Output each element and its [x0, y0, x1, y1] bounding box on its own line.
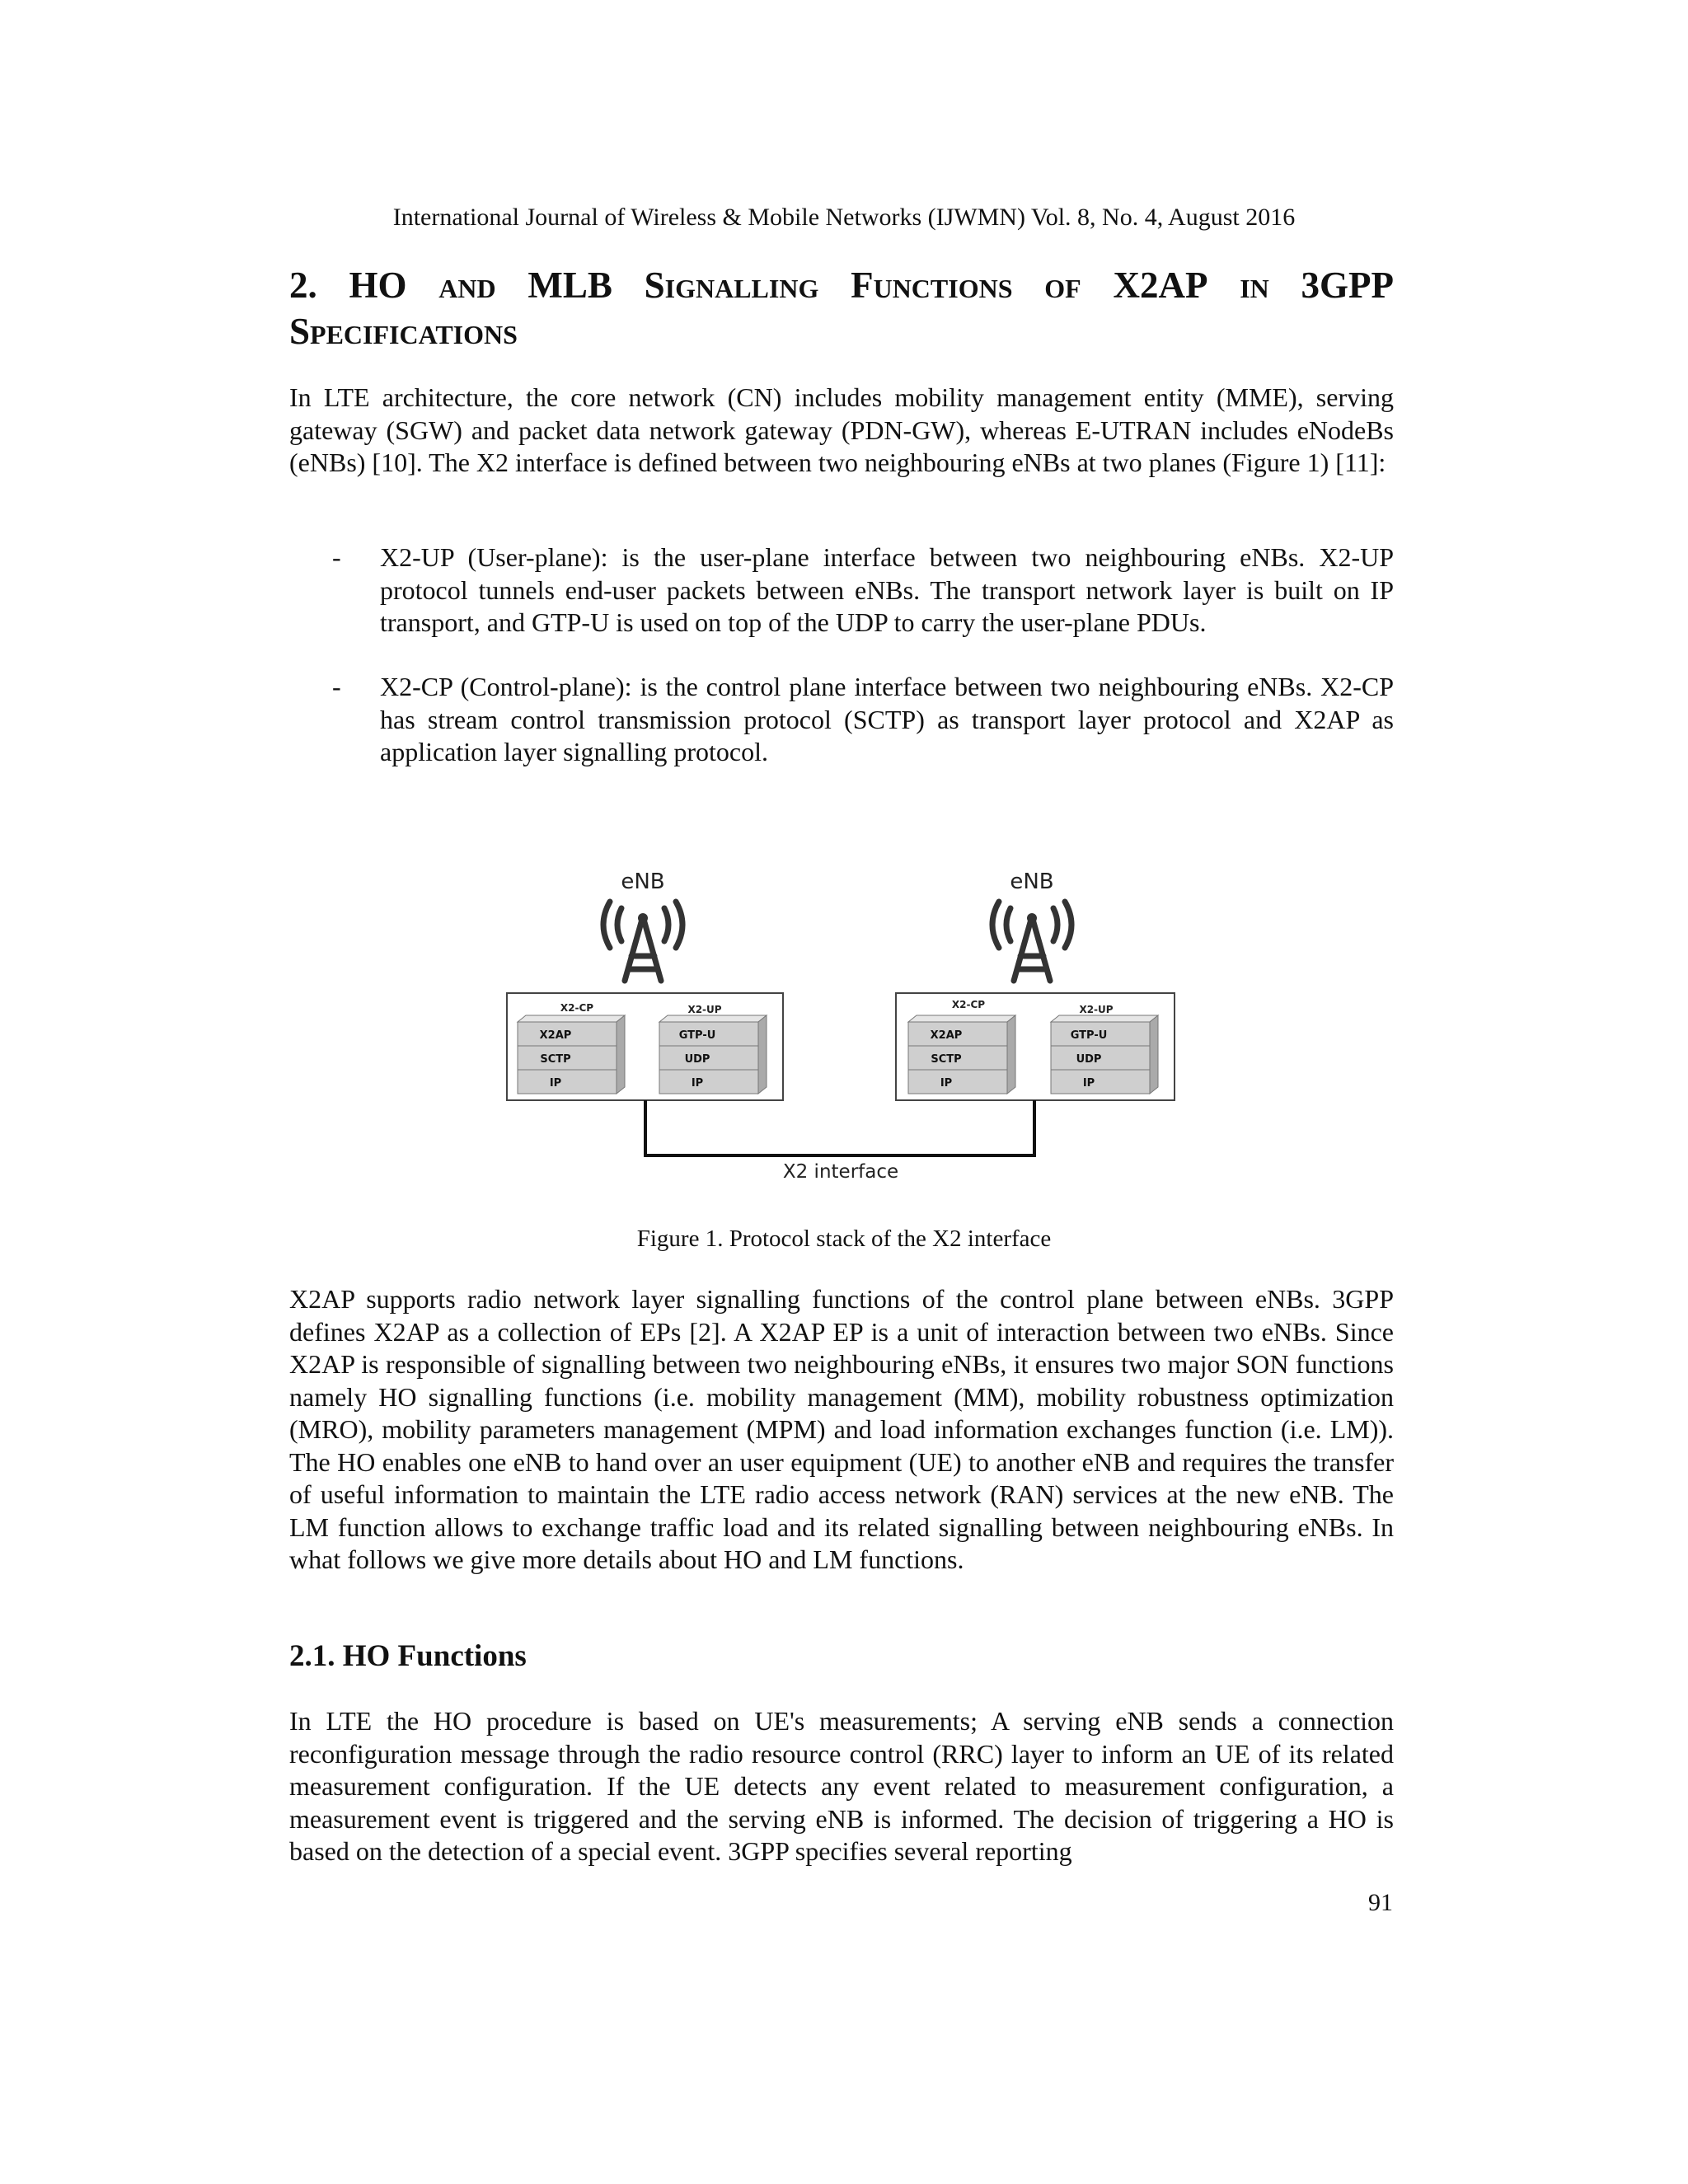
antenna-tower-icon	[992, 902, 1071, 981]
x2-cp-title: X2-CP	[951, 999, 986, 1010]
heading-word: in	[1240, 265, 1269, 306]
subsection-heading: 2.1. HO Functions	[289, 1639, 527, 1673]
layer-ip	[518, 1070, 617, 1094]
heading-word: of	[1044, 265, 1081, 306]
layer-label: UDP	[1076, 1053, 1102, 1066]
layer-label: GTP-U	[678, 1029, 716, 1042]
enb-label: eNB	[621, 869, 665, 894]
layer-label: IP	[1082, 1077, 1095, 1090]
bullet-text: X2-UP (User-plane): is the user-plane interface between two neighbouring eNBs. X2-UP protocol tunnels end-user packets between eNBs. The transport network layer is built on IP transport, and GTP-U is used on top of the UDP to carry the user-plane PDUs.	[380, 542, 1394, 637]
enb-left	[507, 869, 783, 1100]
layer-ip	[659, 1070, 758, 1094]
paragraph-x2ap-functions: X2AP supports radio network layer signalling functions of the control plane between eNBs. 3GPP defines X2AP as a collection of EPs [2]. A X2AP EP is a unit of interaction between two eNBs. Since X2AP is responsible of signalling between two neighbouring eNBs, it ensures two major SON functions namely HO signalling functions (i.e. mobility management (MM), mobility robustness optimization (MRO), mobility parameters management (MPM) and load information exchanges function (i.e. LM)). The HO enables one eNB to hand over an user equipment (UE) to another eNB and requires the transfer of useful information to maintain the LTE radio access network (RAN) services at the new eNB. The LM function allows to exchange traffic load and its related signalling between neighbouring eNBs. In what follows we give more details about HO and LM functions.	[289, 1284, 1394, 1574]
x2-up-stack	[1051, 1015, 1158, 1094]
layer-label: X2AP	[930, 1029, 963, 1042]
x2-cp-title: X2-CP	[560, 1002, 594, 1014]
layer-label: IP	[940, 1077, 953, 1090]
heading-word: HO	[349, 265, 407, 306]
layer-label: SCTP	[540, 1053, 571, 1066]
bullet-dash: -	[332, 542, 341, 572]
heading-word: 3GPP	[1301, 265, 1394, 306]
layer-label: IP	[549, 1077, 562, 1090]
heading-word: MLB	[528, 265, 612, 306]
heading-word: X2AP	[1113, 265, 1208, 306]
layer-label: IP	[691, 1077, 704, 1090]
figure-caption: Figure 1. Protocol stack of the X2 interface	[636, 1226, 1052, 1252]
layer-label: SCTP	[931, 1053, 962, 1066]
bullet-x2-up	[289, 541, 1394, 640]
section-heading-line2: Specifications	[289, 311, 518, 352]
heading-word: and	[438, 265, 496, 306]
heading-word: Functions	[851, 265, 1013, 306]
bullet-x2-cp	[289, 671, 1394, 769]
bullet-dash: -	[332, 672, 341, 701]
x2-up-title: X2-UP	[1079, 1004, 1114, 1015]
x2-up-title: X2-UP	[687, 1004, 722, 1015]
bullet-text: X2-CP (Control-plane): is the control plane interface between two neighbouring eNBs. X2-CP has stream control transmission protocol (SCTP) as transport layer protocol and X2AP as application layer signalling protocol.	[380, 672, 1394, 766]
x2-cp-stack	[518, 1015, 625, 1094]
page-number: 91	[1368, 1889, 1393, 1916]
antenna-tower-icon	[603, 902, 682, 981]
section-heading	[289, 262, 1394, 354]
x2-interface-link	[645, 1100, 1034, 1155]
journal-header: International Journal of Wireless & Mobile Networks (IJWMN) Vol. 8, No. 4, August 2016	[392, 204, 1296, 231]
enb-label: eNB	[1010, 869, 1054, 894]
x2-protocol-stack-figure	[495, 857, 1195, 1187]
x2-cp-stack	[908, 1015, 1015, 1094]
layer-ip	[1051, 1070, 1150, 1094]
section-number: 2.	[289, 265, 317, 306]
paragraph-ho-procedure: In LTE the HO procedure is based on UE's measurements; A serving eNB sends a connection reconfiguration message through the radio resource control (RRC) layer to inform an UE of its related measurement configuration. If the UE detects any event related to measurement configuration, a measurement event is triggered and the serving eNB is informed. The decision of triggering a HO is based on the detection of a special event. 3GPP specifies several reporting	[289, 1706, 1394, 1866]
x2-interface-label: X2 interface	[782, 1161, 899, 1183]
x2-up-stack	[659, 1015, 767, 1094]
enb-right	[896, 869, 1175, 1100]
layer-ip	[908, 1070, 1007, 1094]
section-heading-line1	[289, 262, 1394, 308]
layer-label: GTP-U	[1070, 1029, 1108, 1042]
layer-label: UDP	[684, 1053, 710, 1066]
layer-label: X2AP	[539, 1029, 572, 1042]
heading-word: Signalling	[644, 265, 819, 306]
paragraph-lte-architecture: In LTE architecture, the core network (CN) includes mobility management entity (MME), serving gateway (SGW) and packet data network gateway (PDN-GW), whereas E-UTRAN includes eNodeBs (eNBs) [10]. The X2 interface is defined between two neighbouring eNBs at two planes (Figure 1) [11]:	[289, 382, 1394, 477]
